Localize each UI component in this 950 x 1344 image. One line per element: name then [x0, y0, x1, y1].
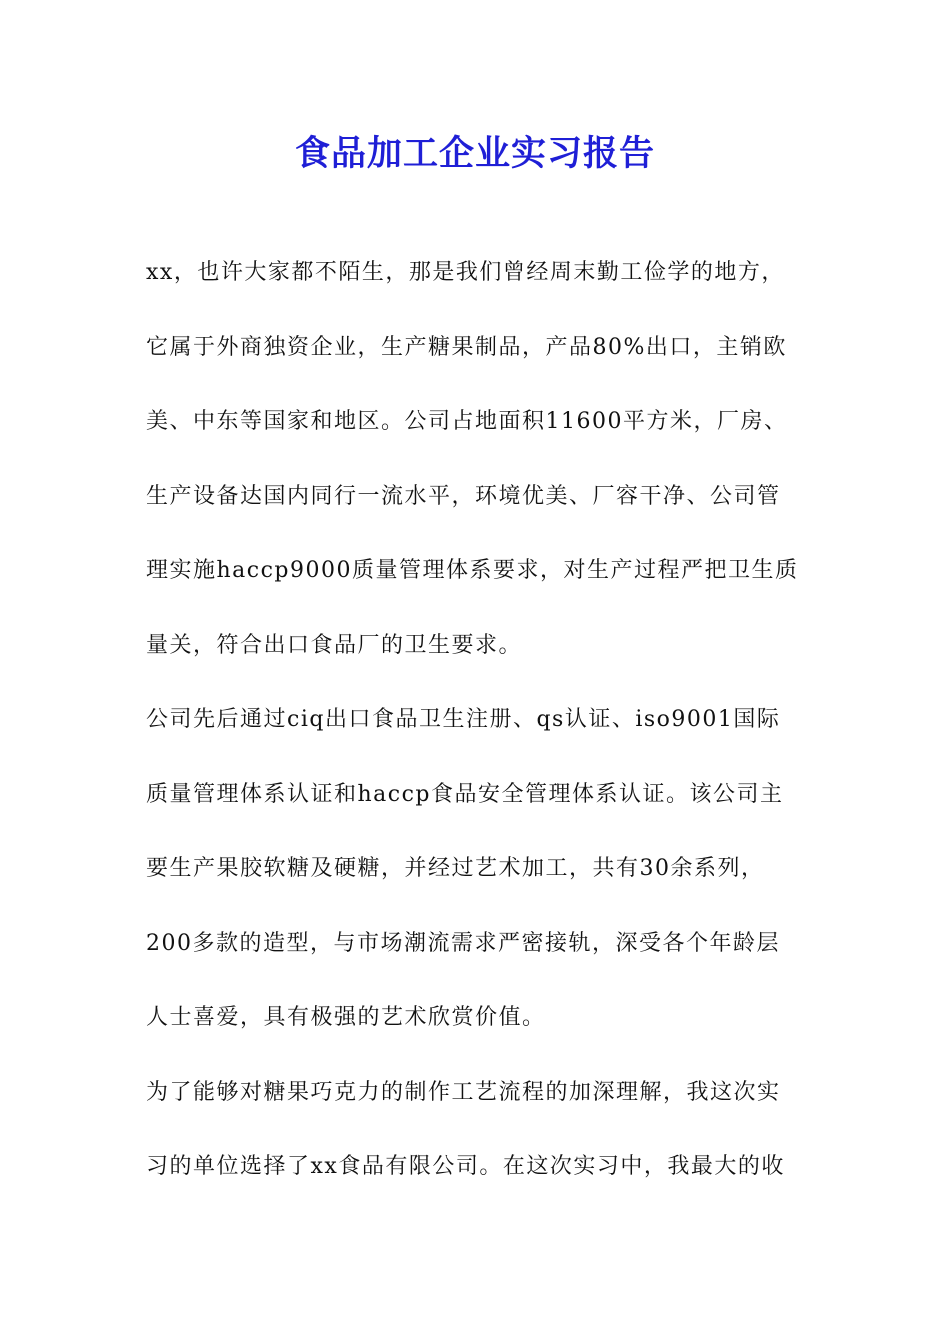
text-line: 200多款的造型，与市场潮流需求严密接轨，深受各个年龄层 — [146, 930, 780, 956]
text-line: 公司先后通过ciq出口食品卫生注册、qs认证、iso9001国际 — [146, 707, 781, 732]
text-line: 量关，符合出口食品厂的卫生要求。 — [146, 632, 523, 658]
document-title: 食品加工企业实习报告 — [294, 134, 655, 174]
paragraph-certifications — [146, 683, 814, 1056]
text-line: 它属于外商独资企业，生产糖果制品，产品80%出口，主销欧 — [146, 334, 787, 360]
paragraph-company-intro — [146, 236, 814, 683]
text-line: 生产设备达国内同行一流水平，环境优美、厂容干净、公司管 — [146, 483, 781, 509]
text-line: 要生产果胶软糖及硬糖，并经过艺术加工，共有30余系列， — [146, 856, 765, 881]
text-line: 理实施haccp9000质量管理体系要求，对生产过程严把卫生质 — [146, 558, 799, 583]
text-line: 美、中东等国家和地区。公司占地面积11600平方米，厂房、 — [146, 409, 788, 434]
document-body — [146, 236, 814, 1205]
paragraph-internship-purpose — [146, 1056, 814, 1205]
text-line: xx，也许大家都不陌生，那是我们曾经周末勤工俭学的地方， — [146, 260, 785, 285]
text-line: 为了能够对糖果巧克力的制作工艺流程的加深理解，我这次实 — [146, 1079, 781, 1105]
text-line: 人士喜爱，具有极强的艺术欣赏价值。 — [146, 1005, 546, 1030]
text-line: 习的单位选择了xx食品有限公司。在这次实习中，我最大的收 — [146, 1154, 785, 1179]
text-line: 质量管理体系认证和haccp食品安全管理体系认证。该公司主 — [146, 781, 784, 807]
